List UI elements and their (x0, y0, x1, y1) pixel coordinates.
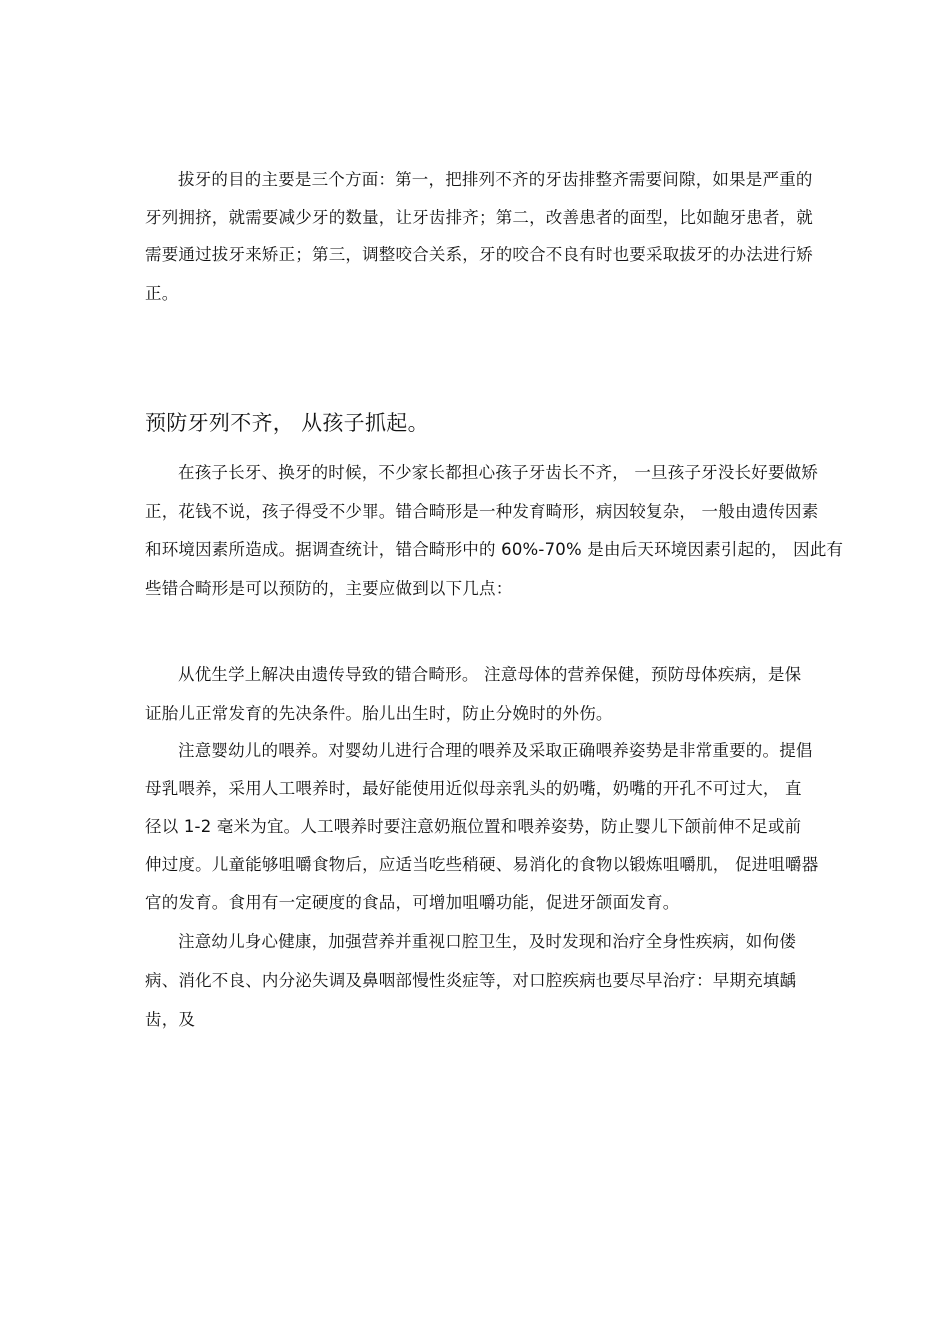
paragraph-intro-line-2: 正，花钱不说，孩子得受不少罪。错合畸形是一种发育畸形，病因较复杂， 一般由遗传因素 (145, 502, 819, 521)
paragraph-health-line-1: 注意幼儿身心健康，加强营养并重视口腔卫生，及时发现和治疗全身性疾病，如佝偻 (178, 932, 796, 951)
paragraph-extraction-purpose-line-1: 拔牙的目的主要是三个方面：第一，把排列不齐的牙齿排整齐需要间隙，如果是严重的 (178, 170, 813, 189)
paragraph-health-line-3: 齿，及 (145, 1010, 196, 1029)
paragraph-intro-line-4: 些错合畸形是可以预防的，主要应做到以下几点： (145, 579, 513, 598)
paragraph-extraction-purpose-line-4: 正。 (145, 284, 179, 303)
paragraph-feeding-line-5: 官的发育。食用有一定硬度的食品，可增加咀嚼功能，促进牙颌面发育。 (145, 893, 680, 912)
paragraph-intro-line-3: 和环境因素所造成。据调查统计，错合畸形中的 60%-70% 是由后天环境因素引起的， 因此有 (145, 540, 844, 559)
paragraph-feeding-line-1: 注意婴幼儿的喂养。对婴幼儿进行合理的喂养及采取正确喂养姿势是非常重要的。提倡 (178, 741, 813, 760)
paragraph-health-line-2: 病、消化不良、内分泌失调及鼻咽部慢性炎症等，对口腔疾病也要尽早治疗：早期充填龋 (145, 971, 797, 990)
paragraph-intro-line-1: 在孩子长牙、换牙的时候，不少家长都担心孩子牙齿长不齐， 一旦孩子牙没长好要做矫 (178, 463, 819, 482)
section-heading: 预防牙列不齐， 从孩子抓起。 (145, 411, 429, 435)
paragraph-feeding-line-2: 母乳喂养，采用人工喂养时，最好能使用近似母亲乳头的奶嘴，奶嘴的开孔不可过大， 直 (145, 779, 802, 798)
paragraph-eugenics-line-1: 从优生学上解决由遗传导致的错合畸形。 注意母体的营养保健，预防母体疾病，是保 (178, 665, 802, 684)
paragraph-feeding-line-4: 伸过度。儿童能够咀嚼食物后，应适当吃些稍硬、易消化的食物以锻炼咀嚼肌， 促进咀嚼器 (145, 855, 819, 874)
paragraph-eugenics-line-2: 证胎儿正常发育的先决条件。胎儿出生时，防止分娩时的外伤。 (145, 704, 613, 723)
paragraph-feeding-line-3: 径以 1-2 毫米为宜。人工喂养时要注意奶瓶位置和喂养姿势，防止婴儿下颌前伸不足或前 (145, 817, 802, 836)
paragraph-extraction-purpose-line-2: 牙列拥挤，就需要减少牙的数量，让牙齿排齐；第二，改善患者的面型，比如龅牙患者，就 (145, 208, 813, 227)
paragraph-extraction-purpose-line-3: 需要通过拔牙来矫正；第三，调整咬合关系，牙的咬合不良有时也要采取拔牙的办法进行矫 (145, 245, 813, 264)
